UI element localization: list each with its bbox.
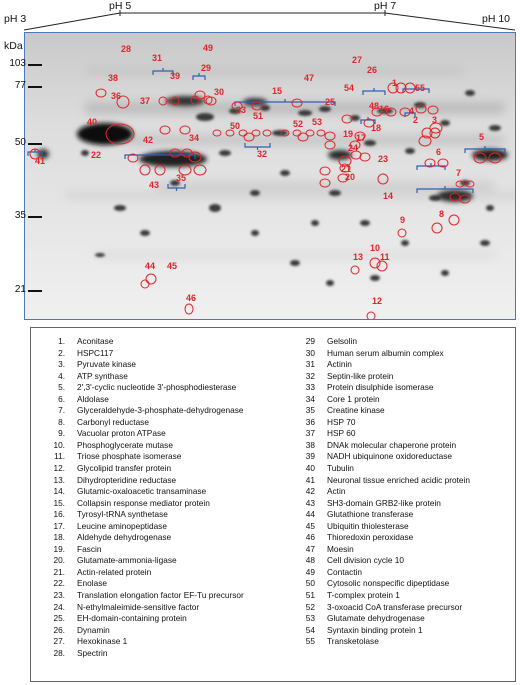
gel-spot — [486, 205, 494, 211]
legend-item-name: Pyruvate kinase — [77, 359, 137, 370]
gel-spot — [251, 230, 259, 236]
legend-item-number: 26. — [53, 624, 65, 635]
spot-label: 38 — [108, 73, 119, 83]
gel-spot — [81, 150, 89, 156]
legend-item-number: 8. — [58, 416, 65, 427]
legend-item-number: 6. — [58, 393, 65, 404]
legend-item-name: HSP 60 — [327, 428, 356, 439]
legend-item-number: 30 — [305, 347, 315, 358]
spot-label: 48 — [369, 101, 380, 111]
legend-item-number: 53 — [305, 613, 315, 624]
mw-tick-103 — [28, 64, 42, 66]
spot-label: 16 — [379, 104, 390, 114]
gel-background — [25, 33, 515, 319]
spot-label: 36 — [111, 91, 122, 101]
legend-item-number: 43 — [305, 497, 315, 508]
legend-item-number: 4. — [58, 370, 65, 381]
mw-marker-77: 77 — [14, 80, 26, 91]
legend-item-name: Dynamin — [77, 624, 110, 635]
legend-item-name: Tubulin — [327, 463, 354, 474]
legend-item-number: 20. — [53, 555, 65, 566]
mw-tick-50 — [28, 143, 42, 145]
spot-label: 13 — [353, 252, 364, 262]
spot-label: 6 — [436, 147, 442, 157]
legend-item-number: 42 — [305, 486, 315, 497]
gel-streak — [85, 68, 465, 74]
spot-label: 23 — [378, 154, 389, 164]
legend-item-name: Actinin — [327, 359, 352, 370]
ph-gradient-bar — [0, 0, 520, 32]
gel-spot — [370, 275, 380, 281]
gel-spot — [360, 220, 370, 226]
legend-item-number: 18. — [53, 532, 65, 543]
mw-tick-35 — [28, 216, 42, 218]
legend-item-name: SH3-domain GRB2-like protein — [327, 497, 441, 508]
spot-label: 8 — [439, 209, 445, 219]
mw-marker-35: 35 — [14, 210, 26, 221]
legend-item-number: 1. — [58, 336, 65, 346]
gel-spot-major — [139, 151, 207, 167]
legend-item-number: 44 — [305, 509, 315, 520]
spot-label: 19 — [343, 129, 354, 139]
spot-label: 37 — [140, 96, 151, 106]
gel-spot — [489, 125, 501, 131]
gel-spot — [196, 113, 214, 121]
legend-item-number: 31 — [305, 359, 315, 370]
spot-label: 40 — [87, 117, 98, 127]
legend-item-name: EH-domain-containing protein — [77, 613, 187, 624]
ph-label-7: pH 7 — [374, 0, 397, 12]
spot-label: 43 — [149, 180, 160, 190]
legend-item-name: Glycolipid transfer protein — [77, 463, 172, 474]
legend-item-number: 45 — [305, 520, 315, 531]
legend-item-number: 52 — [305, 601, 315, 612]
gel-spot — [140, 230, 150, 236]
spot-label: 29 — [201, 63, 212, 73]
legend-item-name: Dihydropteridine reductase — [77, 474, 177, 485]
gel-spot — [298, 110, 312, 116]
legend-item-name: Protein disulphide isomerase — [327, 382, 434, 393]
legend-item-name: Tyrosyl-tRNA synthetase — [77, 509, 168, 520]
spot-label: 28 — [121, 44, 132, 54]
legend-item-number: 36 — [305, 416, 315, 427]
legend-item-number: 22. — [53, 578, 65, 589]
legend-item-number: 38 — [305, 439, 315, 450]
legend-item-name: Human serum albumin complex — [327, 347, 444, 358]
legend-item-number: 21. — [53, 566, 65, 577]
spot-label: 39 — [170, 71, 181, 81]
spot-label: 20 — [345, 172, 356, 182]
legend-item-name: Enolase — [77, 578, 107, 589]
legend-item-name: Glutamic-oxaloacetic transaminase — [77, 486, 207, 497]
legend-item-name: Hexokinase 1 — [77, 636, 128, 647]
spot-label: 3 — [432, 115, 438, 125]
spot-label: 51 — [253, 111, 264, 121]
gel-spot — [114, 205, 126, 211]
legend-item-name: Gelsolin — [327, 336, 357, 346]
legend-item-name: Collapsin response mediator protein — [77, 497, 210, 508]
spot-label: 25 — [325, 97, 336, 107]
spot-label: 30 — [214, 87, 225, 97]
legend-item-number: 27. — [53, 636, 65, 647]
mw-tick-77 — [28, 86, 42, 88]
gel-spot — [465, 90, 475, 96]
legend-item-number: 55 — [305, 636, 315, 647]
spot-label: 44 — [145, 261, 156, 271]
legend-item-number: 46 — [305, 532, 315, 543]
spot-label: 42 — [143, 135, 154, 145]
legend-item-number: 34 — [305, 393, 315, 404]
legend-item-name: Core 1 protein — [327, 393, 380, 404]
legend-item-name: Vacuolar proton ATPase — [77, 428, 166, 439]
legend-item-number: 28. — [53, 647, 65, 658]
legend-item-number: 17. — [53, 520, 65, 531]
legend-item-name: Translation elongation factor EF-Tu precursor — [77, 590, 244, 601]
spot-label: 35 — [176, 173, 187, 183]
mw-marker-50: 50 — [14, 137, 26, 148]
legend-item-name: Cytosolic nonspecific dipeptidase — [327, 578, 450, 589]
gel-spot — [209, 204, 221, 212]
legend-item-name: Spectrin — [77, 647, 108, 658]
legend-item-number: 49 — [305, 566, 315, 577]
legend-item-name: Aconitase — [77, 336, 114, 346]
legend-item-name: Glutamate dehydrogenase — [327, 613, 425, 624]
legend-item-number: 11. — [54, 451, 65, 462]
legend-item-number: 51 — [305, 590, 315, 601]
legend-item-number: 24. — [53, 601, 65, 612]
legend-item-name: Glutamate-ammonia-ligase — [77, 555, 177, 566]
legend-item-number: 50 — [305, 578, 315, 589]
legend-item-number: 14. — [53, 486, 65, 497]
gel-spot — [311, 220, 319, 226]
gel-spot — [329, 190, 341, 196]
legend-item-name: Aldolase — [77, 393, 109, 404]
legend-item-name: Leucine aminopeptidase — [77, 520, 167, 531]
legend-item-name: NADH ubiquinone oxidoreductase — [327, 451, 452, 462]
legend-item-number: 13. — [53, 474, 65, 485]
legend-item-name: 2',3'-cyclic nucleotide 3'-phosphodiesterase — [77, 382, 237, 393]
gel-spot — [95, 253, 105, 257]
gel-spot — [219, 150, 231, 156]
legend-item-name: Moesin — [327, 543, 354, 554]
legend-item-number: 35 — [305, 405, 315, 416]
spot-label: 27 — [352, 55, 363, 65]
legend-item-number: 2. — [58, 347, 65, 358]
legend-item-number: 37 — [305, 428, 315, 439]
legend-item-name: Cell division cycle 10 — [327, 555, 405, 566]
spot-label: 4 — [409, 106, 415, 116]
legend-item-name: Actin — [327, 486, 346, 497]
spot-label: 46 — [186, 293, 197, 303]
legend-item-number: 39 — [305, 451, 315, 462]
mw-tick-21 — [28, 290, 42, 292]
legend-item-name: Syntaxin binding protein 1 — [327, 624, 423, 635]
gel-streak — [155, 183, 495, 189]
legend-item-name: HSP 70 — [327, 416, 356, 427]
legend-item-number: 29 — [305, 336, 315, 346]
spot-label: 18 — [371, 123, 382, 133]
spot-label: 17 — [356, 133, 367, 143]
legend-item-name: Actin-related protein — [77, 566, 152, 577]
spot-label: 53 — [312, 117, 323, 127]
legend-item-number: 41 — [305, 474, 315, 485]
legend-item-name: Thioredoxin peroxidase — [327, 532, 414, 543]
gel-image — [24, 32, 516, 320]
legend-item-name: Aldehyde dehydrogenase — [77, 532, 172, 543]
spot-label: 9 — [400, 215, 406, 225]
ph-label-5: pH 5 — [109, 0, 132, 12]
legend-item-number: 19. — [53, 543, 65, 554]
spot-label: 54 — [344, 83, 355, 93]
legend-item-number: 9. — [58, 428, 65, 439]
gel-spot — [280, 170, 290, 176]
spot-label: 24 — [348, 143, 359, 153]
gel-spot-major — [77, 123, 133, 145]
spot-label: 10 — [370, 243, 381, 253]
spot-label: 22 — [91, 150, 102, 160]
gel-spot — [272, 130, 288, 136]
legend-item-number: 5. — [58, 382, 65, 393]
spot-label: 32 — [257, 149, 268, 159]
legend-item-name: T-complex protein 1 — [327, 590, 400, 601]
legend-item-name: DNAk molecular chaperone protein — [327, 439, 457, 450]
legend-item-number: 33 — [305, 382, 315, 393]
kda-axis-label: kDa — [4, 40, 23, 52]
legend-item-number: 12. — [53, 463, 65, 474]
gel-spot — [290, 260, 300, 266]
legend-item-name: Glyceraldehyde-3-phosphate-dehydrogenase — [77, 405, 244, 416]
gel-spot — [401, 240, 409, 246]
legend-item-number: 25. — [53, 613, 65, 624]
legend-item-number: 47 — [305, 543, 315, 554]
legend-item-number: 48 — [305, 555, 315, 566]
spot-label: 50 — [230, 121, 241, 131]
ph-label-3: pH 3 — [4, 13, 27, 25]
spot-label: 31 — [152, 53, 163, 63]
spot-label: 47 — [304, 73, 315, 83]
spot-label: 52 — [293, 119, 304, 129]
mw-marker-103: 103 — [9, 58, 26, 69]
gel-spot — [441, 270, 449, 276]
legend-item-name: HSPC117 — [77, 347, 114, 358]
gel-spot — [326, 280, 334, 286]
gel-spot — [480, 240, 490, 246]
legend-item-name: Transketolase — [327, 636, 379, 647]
legend-item-name: Septin-like protein — [327, 370, 394, 381]
spot-label: 45 — [167, 261, 178, 271]
spot-label: 14 — [383, 191, 394, 201]
legend-item-name: ATP synthase — [77, 370, 128, 381]
legend-item-name: Creatine kinase — [327, 405, 385, 416]
spot-label: 26 — [367, 65, 378, 75]
legend-item-name: Contactin — [327, 566, 363, 577]
spot-label: 34 — [189, 133, 200, 143]
gel-streak — [95, 253, 495, 257]
legend-item-name: Triose phosphate isomerase — [77, 451, 182, 462]
legend-item-number: 16. — [53, 509, 65, 520]
legend-item-name: Fascin — [77, 543, 102, 554]
legend-item-number: 3. — [58, 359, 65, 370]
gel-spot — [405, 148, 415, 154]
spot-label: 49 — [203, 43, 214, 53]
spot-label: 2 — [413, 115, 419, 125]
mw-marker-21: 21 — [14, 284, 26, 295]
legend-item-name: Ubiquitin thiolesterase — [327, 520, 409, 531]
spot-label: 15 — [272, 86, 283, 96]
spot-label: 12 — [372, 296, 383, 306]
legend-item-number: 40 — [305, 463, 315, 474]
protein-legend — [30, 327, 516, 682]
spot-label: 41 — [35, 156, 46, 166]
spot-label: 21 — [341, 164, 352, 174]
legend-item-number: 32 — [305, 370, 315, 381]
spot-label: 33 — [236, 105, 247, 115]
legend-item-name: Phosphoglycerate mutase — [77, 439, 173, 450]
legend-item-name: Glutathione transferase — [327, 509, 414, 520]
spot-label: 5 — [479, 132, 485, 142]
gel-spot — [250, 190, 260, 196]
legend-item-number: 15. — [53, 497, 65, 508]
spot-label: 1 — [392, 78, 398, 88]
legend-item-number: 23. — [53, 590, 65, 601]
spot-label: 7 — [456, 168, 462, 178]
legend-item-name: Neuronal tissue enriched acidic protein — [327, 474, 470, 485]
legend-item-name: 3-oxoacid CoA transferase precursor — [327, 601, 463, 612]
legend-item-number: 10. — [53, 439, 65, 450]
gel-streak — [125, 136, 505, 144]
legend-item-number: 54 — [305, 624, 315, 635]
spot-label: 11 — [380, 252, 390, 262]
legend-item-name: Carbonyl reductase — [77, 416, 149, 427]
gel-spot-major — [437, 190, 473, 202]
legend-item-number: 7. — [58, 405, 65, 416]
spot-label: 55 — [415, 83, 426, 93]
legend-item-name: N-ethylmaleimide-sensitive factor — [77, 601, 200, 612]
ph-label-10: pH 10 — [482, 13, 511, 25]
